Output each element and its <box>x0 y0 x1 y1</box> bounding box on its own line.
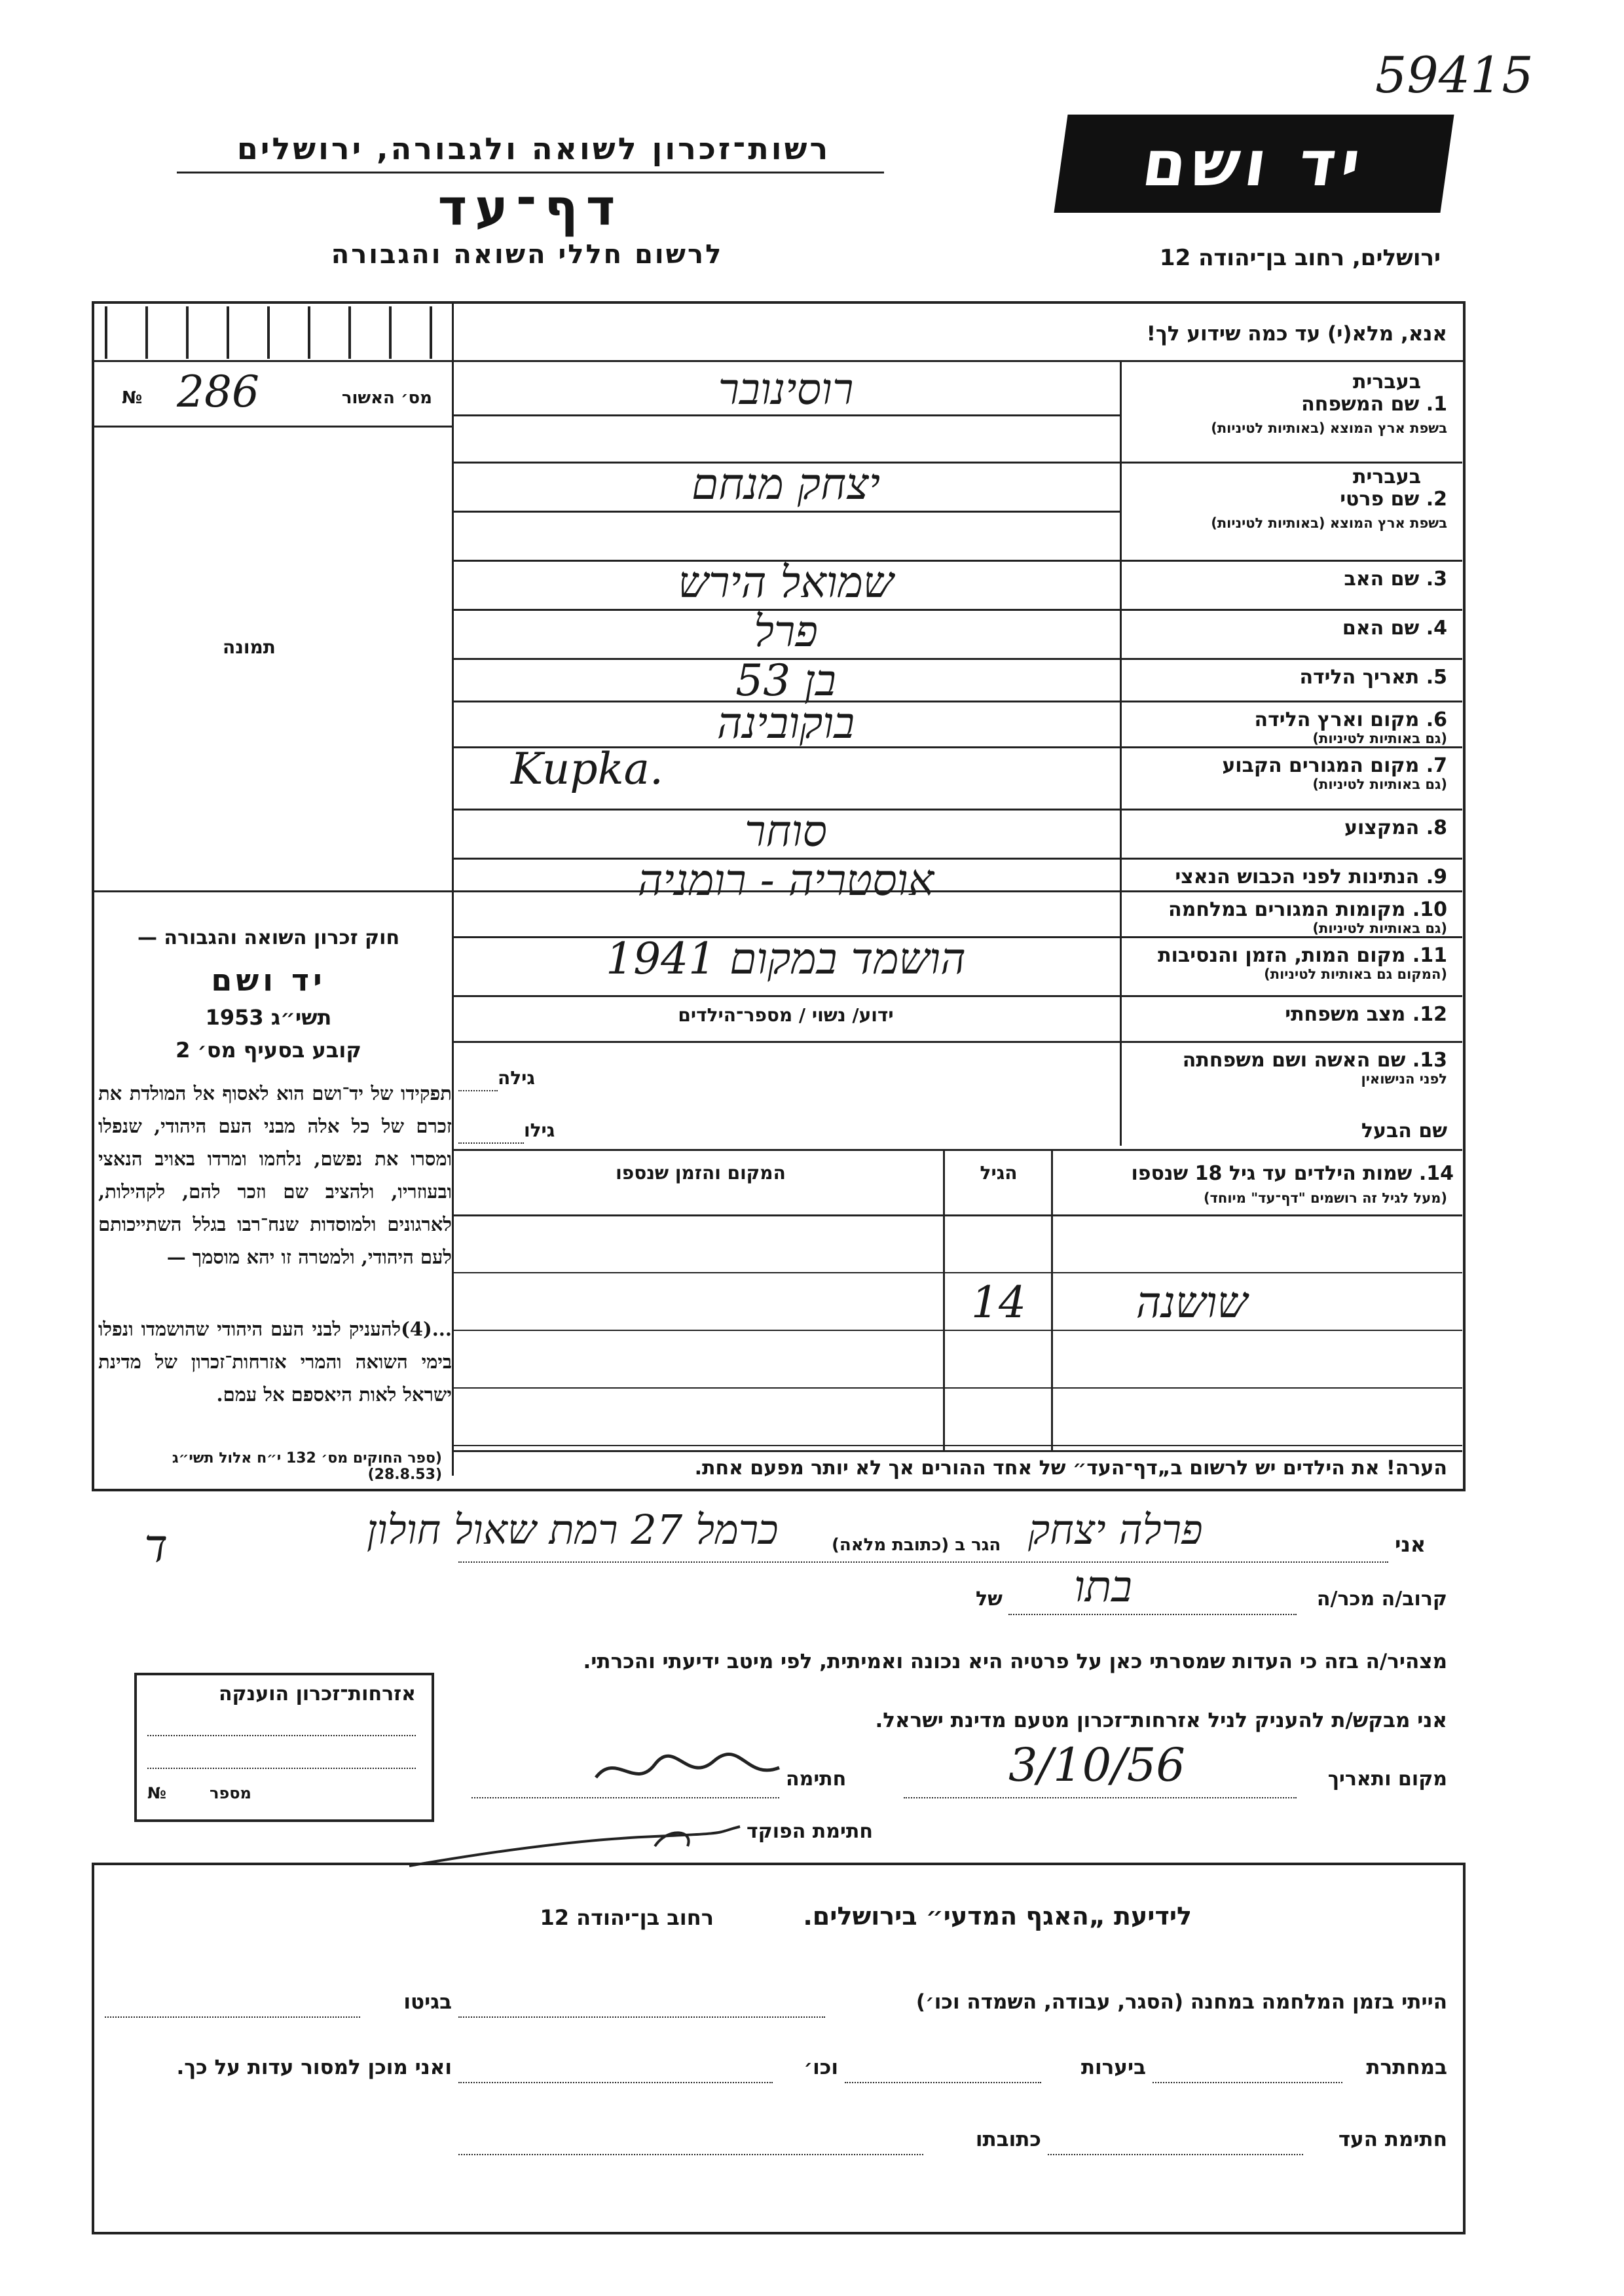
relative-label: קרוב/ה מכר/ה <box>1316 1588 1447 1611</box>
field-value-4: פרל <box>754 606 818 657</box>
bottom-line1-b: בגיטו <box>403 1990 452 2014</box>
bottom-line2-a: במחתרת <box>1366 2056 1447 2079</box>
signature-scribble <box>589 1745 786 1797</box>
officer-label: חתימת הפוקד <box>747 1820 873 1843</box>
age-line-1 <box>458 1090 498 1091</box>
child-row-line <box>454 1330 1462 1331</box>
law-body: תפקידו של יד־ושם הוא לאסוף אל המולדת את זכרם של כל אלה מבני העם היהודי, שנפלו ומסרו את נפשם, נלחמו ומרדו באויב הנאצי ובעוזריו, ולהציב שם וזכר להם, לקהילות, לארגונים ולמוסדות שנח־רבו בגלל השתייכותם לעם היהודי, ולמטרה זו יהא מוסמך — <box>98 1082 452 1268</box>
child-row-line <box>454 1445 1462 1446</box>
field-label-13: 13. שם האשה ושם משפחתה <box>1182 1049 1447 1072</box>
law-body-2: ...(4)להעניק לבני העם היהודי שהושמדו ונפלו בימי השואה והמרי אזרחות־זכרון של מדינת ישראל לאות היאספם אל עמם. <box>98 1318 452 1406</box>
children-col-divider-2 <box>1051 1149 1053 1450</box>
field-hebrew-tag-1: בעברית <box>1353 371 1421 393</box>
law-heading: חוק זכרון השואה והגבורה — <box>137 926 400 949</box>
authority-name: רשות־זכרון לשואה ולגבורה, ירושלים <box>236 131 831 166</box>
bottom-line2-fill-2 <box>845 2082 1041 2083</box>
field-mid-line-2 <box>454 511 1122 513</box>
note-top-line <box>454 1450 1462 1452</box>
field-label-6: 6. מקום וארץ הלידה <box>1254 708 1447 731</box>
field-label-8: 8. המקצוע <box>1344 816 1447 839</box>
bottom-line2-d: ואני מוכן למסור עדות על כך. <box>176 2056 452 2079</box>
field-label-7: 7. מקום המגורים הקבוע <box>1222 754 1447 777</box>
declarant-name: פרלה יצחק <box>1028 1506 1203 1554</box>
place-date-label: מקום ותאריך <box>1327 1768 1447 1791</box>
relative-line <box>1008 1614 1297 1615</box>
field-sub-13: לפני הנישואין <box>1361 1071 1447 1087</box>
request-text: אני מבקש/ת להעניק לניל אזרחות־זכרון מטעם מדינת ישראל. <box>875 1709 1447 1732</box>
form-title: דף־עד <box>437 178 623 236</box>
approval-line <box>92 426 454 428</box>
field-label-4: 4. שם האם <box>1342 617 1447 640</box>
gar-label: הגר ב (כתובת מלאה) <box>832 1535 1001 1555</box>
field-sub-2: בשפת ארץ המוצא (באותיות לטיניות) <box>1211 515 1447 531</box>
bottom-line2-fill-1 <box>1153 2082 1342 2083</box>
signature-line <box>471 1797 779 1798</box>
child-row-line <box>454 1272 1462 1273</box>
field-label-11: 11. מקום המות, הזמן והנסיבות <box>1158 944 1447 967</box>
bottom-line3-fill-1 <box>1048 2154 1303 2155</box>
field-sub-10: (גם באותיות לטיניות) <box>1312 920 1447 936</box>
children-header-line <box>454 1214 1462 1216</box>
field-label-5: 5. תאריך הלידה <box>1299 666 1447 689</box>
memorial-box-no: № <box>147 1784 166 1802</box>
law-clause: קובע בסעיף מס׳ 2 <box>175 1038 361 1063</box>
memorial-box-line-2 <box>147 1768 416 1769</box>
field-value-12: ידוע/ נשוי / מספר־הילדים <box>678 1004 894 1026</box>
field-label-2: 2. שם פרטי <box>1340 488 1447 511</box>
children-sub: (מעל לגיל זה רושמים "דף־עד" מיוחד) <box>1203 1190 1447 1206</box>
header-address: ירושלים, רחוב בן־יהודה 12 <box>1159 245 1441 271</box>
field-value-8: סוחר <box>745 806 827 856</box>
children-label: 14. שמות הילדים עד גיל 18 שנספו <box>1131 1162 1454 1185</box>
yad-vashem-logo: יד ושם <box>1054 115 1454 213</box>
memorial-box-line-1 <box>147 1735 416 1736</box>
field-sub-7: (גם באותיות לטיניות) <box>1312 776 1447 792</box>
signature-label: חתימה <box>786 1768 847 1791</box>
relation-value: בתו <box>1074 1561 1132 1612</box>
field-sub-1: בשפת ארץ המוצא (באותיות לטיניות) <box>1211 420 1447 436</box>
bottom-address: רחוב בן־יהודה 12 <box>540 1905 714 1930</box>
bottom-line1-fill <box>458 2016 825 2018</box>
field-value-3: שמואל הירש <box>678 557 894 608</box>
field-value-11: הושמד במקום 1941 <box>606 934 966 984</box>
field-label-12: 12. מצב משפחתי <box>1285 1003 1447 1026</box>
field-value-5: בן 53 <box>735 655 836 706</box>
bottom-line1-fill-2 <box>105 2016 360 2018</box>
declarant-line <box>458 1561 1388 1563</box>
photo-box-bottom <box>92 890 454 892</box>
photo-label: תמונה <box>223 636 276 658</box>
left-column-divider <box>452 304 454 1476</box>
field-label-1: 1. שם המשפחה <box>1301 393 1447 416</box>
bottom-line1-a: הייתי בזמן המלחמה במחנה (הסגר, עבודה, השמדה וכו׳) <box>915 1990 1447 2014</box>
field-label-10: 10. מקומות המגורים במלחמה <box>1168 898 1447 921</box>
child-row-line <box>454 1387 1462 1389</box>
field-divider-12 <box>454 1041 1462 1043</box>
bottom-line3-fill-2 <box>458 2154 923 2155</box>
field-mid-line-1 <box>454 414 1122 416</box>
intro-text: אנא, מלא(י) עד כמה שידוע לך! <box>1146 322 1447 346</box>
date-line <box>904 1797 1297 1798</box>
field-value-1: רוסינובר <box>718 364 854 414</box>
bottom-line2-b: ביערות <box>1080 2056 1146 2079</box>
children-note: הערה! את הילדים יש לרשום ב„דף־העד״ של אחד ההורים אך לא יותר מפעם אחת. <box>694 1457 1447 1480</box>
field-value-7: Kupka. <box>511 744 663 794</box>
age-label-1: גילה <box>498 1067 535 1089</box>
approval-label: מס׳ האשור <box>341 388 432 408</box>
approval-number: 286 <box>177 367 259 417</box>
date-value: 3/10/56 <box>1008 1738 1185 1792</box>
memorial-box-number: מספר <box>210 1784 251 1802</box>
field-label-9: 9. הנתינות לפני הכבוש הנאצי <box>1175 866 1447 888</box>
husband-label: שם הבעל <box>1361 1120 1447 1142</box>
field-value-2: יצחק מנחם <box>691 459 881 509</box>
law-yad-vashem: יד ושם <box>211 962 326 998</box>
bottom-title: לידיעת „האגף המדעי״ בירושלים. <box>803 1902 1192 1931</box>
archive-number: 59415 <box>1375 46 1534 104</box>
bottom-line2-fill-3 <box>458 2082 773 2083</box>
label-column-divider <box>1120 360 1122 1146</box>
bottom-line2-c: וכו׳ <box>803 2056 838 2079</box>
declarant-address: כרמל 27 רמת שאול חולון <box>367 1506 779 1554</box>
field-value-9: אוסטריה - רומניה <box>637 855 934 905</box>
form-subtitle: לרשום חללי השואה והגבורה <box>331 240 724 270</box>
law-year: תשי״ג 1953 <box>205 1005 332 1030</box>
memorial-box-title: אזרחות־זכרון הוענקה <box>218 1683 416 1705</box>
header-underline <box>177 172 884 173</box>
husband-divider <box>454 1149 1462 1151</box>
child-age: 14 <box>971 1277 1026 1328</box>
field-hebrew-tag-2: בעברית <box>1353 465 1421 488</box>
col-age-header: הגיל <box>980 1162 1018 1184</box>
of-label: של <box>976 1588 1003 1611</box>
field-divider-9 <box>454 890 1462 892</box>
field-label-3: 3. שם האב <box>1344 568 1447 591</box>
law-source: (ספר החוקים מס׳ 132 י״ח אלול תשי״ג (28.8.53) <box>172 1450 442 1483</box>
field-sub-6: (גם באותיות לטיניות) <box>1312 731 1447 746</box>
child-name: שושנה <box>1135 1277 1248 1328</box>
tick-marks <box>105 306 445 359</box>
age-label-2: גילו <box>524 1120 555 1141</box>
address-extra-mark: ד <box>144 1519 168 1573</box>
approval-no-symbol: № <box>122 388 143 408</box>
declarant-ani: אני <box>1395 1532 1426 1557</box>
bottom-line3-b: כתובתו <box>975 2128 1041 2151</box>
field-sub-11: (המקום גם באותיות לטיניות) <box>1264 966 1447 982</box>
top-row-divider <box>92 360 1463 362</box>
field-value-6: בוקובינה <box>716 698 855 748</box>
children-col-divider-1 <box>943 1149 945 1450</box>
col-place-header: המקום והזמן שנספו <box>616 1162 786 1184</box>
declaration-text: מצהיר/ה בזה כי העדות שמסרתי כאן על פרטיה היא נכונה ואמיתית, לפי מיטב ידיעתי והכרתי. <box>583 1650 1447 1673</box>
field-divider-11 <box>454 995 1462 997</box>
age-line-2 <box>458 1142 524 1144</box>
bottom-line3-a: חתימת העד <box>1338 2128 1447 2151</box>
